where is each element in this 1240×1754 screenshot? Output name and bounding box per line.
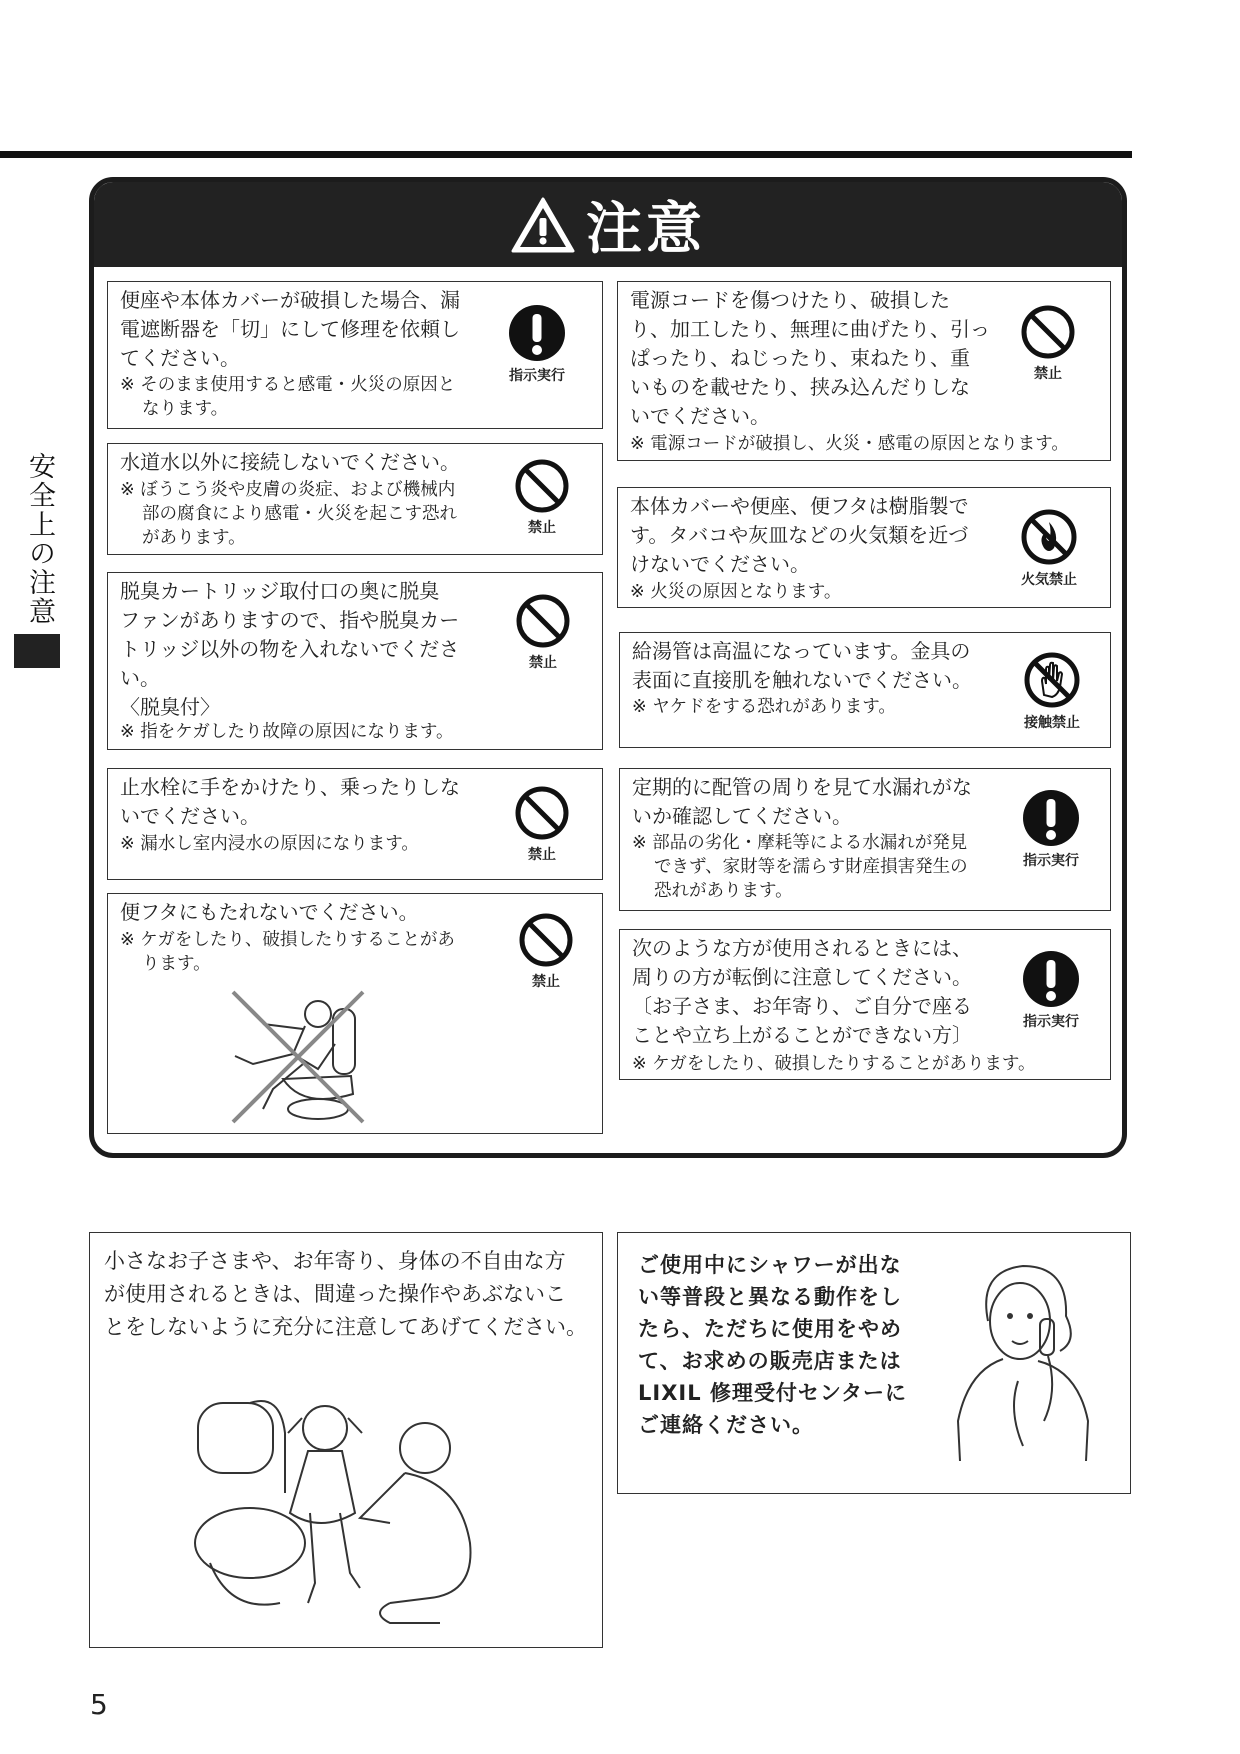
caution-title: 注意 <box>586 196 706 262</box>
caution-item <box>107 572 603 750</box>
caution-header <box>94 182 1122 267</box>
item-note: ※ ヤケドをする恐れがあります。 <box>632 697 896 717</box>
item-text: 本体カバーや便座、便フタは樹脂製で す。タバコや灰皿などの火気類を近づ けないでください。 <box>630 494 969 576</box>
prohibited-symbol: 禁止 <box>514 458 570 537</box>
item-note: ※ 火災の原因となります。 <box>630 582 842 602</box>
bottom-note-shower <box>617 1232 1131 1494</box>
no-touch-icon <box>1023 651 1081 709</box>
prohibited-symbol: 禁止 <box>518 912 574 991</box>
item-text: 便座や本体カバーが破損した場合、漏 電遮断器を「切」にして修理を依頼し てください。 <box>120 288 460 370</box>
prohibited-icon <box>514 785 570 841</box>
no-fire-symbol: 火気禁止 <box>1020 508 1078 589</box>
prohibited-icon <box>515 593 571 649</box>
item-text: 定期的に配管の周りを見て水漏れがな いか確認してください。 <box>632 775 972 828</box>
bottom-note-children <box>89 1232 603 1648</box>
caution-item <box>107 281 603 429</box>
caution-item <box>619 929 1111 1080</box>
item-note: ※ ぼうこう炎や皮膚の炎症、および機械内 部の腐食により感電・火災を起こす恐れ があります。 <box>120 480 457 548</box>
caution-item <box>619 768 1111 911</box>
prohibited-icon <box>1020 304 1076 360</box>
prohibited-symbol: 禁止 <box>1020 304 1076 383</box>
mandatory-symbol: 指示実行 <box>508 304 566 385</box>
item-note: ※ 漏水し室内浸水の原因になります。 <box>120 834 419 854</box>
page-number: 5 <box>90 1688 108 1721</box>
warning-triangle-icon <box>510 196 576 254</box>
section-side-marker <box>14 634 60 668</box>
item-text: 給湯管は高温になっています。金具の 表面に直接肌を触れないでください。 <box>632 639 972 692</box>
item-note: ※ 指をケガしたり故障の原因になります。 <box>120 722 454 742</box>
mandatory-icon <box>508 304 566 362</box>
section-side-tab <box>14 452 60 668</box>
children-note-text: 小さなお子さまや、お年寄り、身体の不自由な方 が使用されるときは、間違った操作やあぶないこ とをしないように充分に注意してあげてください。 <box>104 1249 587 1339</box>
item-note: ※ ケガをしたり、破損したりすることがあ ります。 <box>120 930 455 974</box>
caution-item <box>617 281 1111 461</box>
no-fire-icon <box>1020 508 1078 566</box>
shower-note-text: ご使用中にシャワーが出な い等普段と異なる動作をし たら、ただちに使用をやめ て、お求めの販売店または LIXIL 修理受付センターに ご連絡ください。 <box>638 1253 908 1437</box>
item-note: ※ そのまま使用すると感電・火災の原因と なります。 <box>120 375 456 419</box>
mandatory-symbol: 指示実行 <box>1022 950 1080 1031</box>
no-touch-symbol: 接触禁止 <box>1023 651 1081 732</box>
prohibited-symbol: 禁止 <box>514 785 570 864</box>
caution-item <box>107 443 603 555</box>
caution-item <box>619 632 1111 748</box>
top-rule <box>0 151 1132 158</box>
section-side-label: 安全上の注意 <box>24 452 55 626</box>
caution-item <box>617 487 1111 608</box>
mandatory-icon <box>1022 789 1080 847</box>
caution-item <box>107 768 603 880</box>
item-text: 水道水以外に接続しないでください。 <box>120 450 460 474</box>
prohibited-symbol: 禁止 <box>515 593 571 672</box>
item-text: 次のような方が使用されるときには、 周りの方が転倒に注意してください。 〔お子さま、お年寄り、ご自分で座る ことや立ち上がることができない方〕 <box>632 936 972 1047</box>
item-text: 脱臭カートリッジ取付口の奥に脱臭 ファンがありますので、指や脱臭カー トリッジ以外の物を入れないでくださ い。 〈脱臭付〉 <box>120 579 460 719</box>
mandatory-symbol: 指示実行 <box>1022 789 1080 870</box>
item-note: ※ ケガをしたり、破損したりすることがあります。 <box>632 1054 1036 1074</box>
item-text: 止水栓に手をかけたり、乗ったりしな いでください。 <box>120 775 460 828</box>
phone-call-illustration <box>948 1251 1098 1471</box>
caregiver-child-illustration <box>190 1373 490 1633</box>
item-text: 便フタにもたれないでください。 <box>120 900 419 924</box>
leaning-on-lid-illustration <box>223 984 383 1129</box>
caution-item <box>107 893 603 1134</box>
item-text: 電源コードを傷つけたり、破損した り、加工したり、無理に曲げたり、引っ ぱったり、ねじったり、束ねたり、重 いものを載せたり、挟み込んだりしな いでください。 <box>630 288 990 428</box>
prohibited-icon <box>518 912 574 968</box>
item-note: ※ 部品の劣化・摩耗等による水漏れが発見 できず、家財等を濡らす財産損害発生の 恐れがあります。 <box>632 833 968 901</box>
item-note: ※ 電源コードが破損し、火災・感電の原因となります。 <box>630 434 1069 454</box>
mandatory-icon <box>1022 950 1080 1008</box>
prohibited-icon <box>514 458 570 514</box>
